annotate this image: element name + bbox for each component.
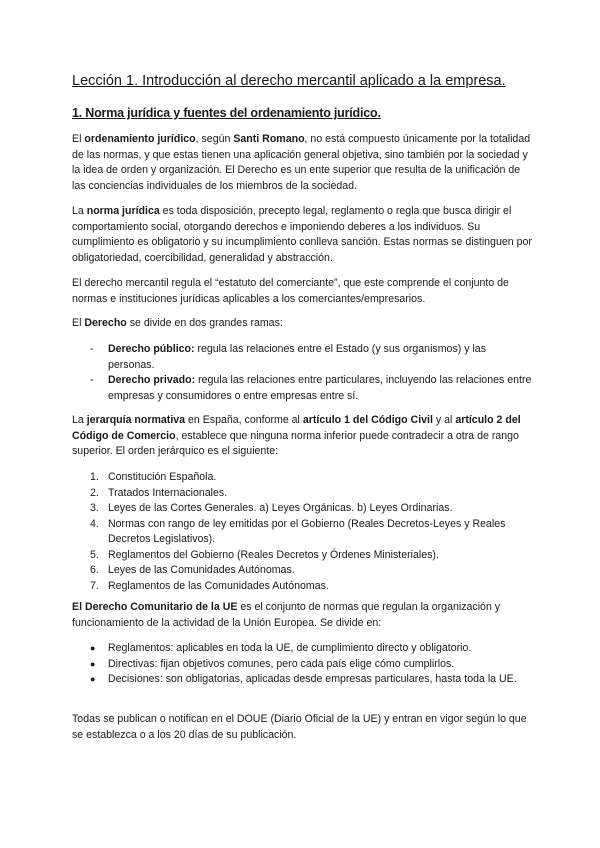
text: se divide en dos grandes ramas:: [126, 317, 283, 329]
number-marker: 5.: [90, 548, 99, 561]
paragraph-jerarquia: [72, 413, 532, 460]
paragraph-ramas: [72, 316, 532, 332]
text: regula las relaciones entre particulares, incluyendo las relaciones entre empresas y consumidores o entre empresas entre sí.: [108, 374, 532, 402]
text: El: [72, 317, 85, 329]
text: en España, conforme al: [185, 414, 303, 426]
bold-term: Derecho privado:: [108, 374, 196, 386]
ramas-list: [72, 342, 532, 404]
list-item: [72, 548, 532, 564]
bold-term: artículo 1 del Código Civil: [302, 414, 433, 426]
list-item: [72, 486, 532, 502]
number-marker: 6.: [90, 564, 99, 576]
bold-term: ordenamiento jurídico: [84, 133, 196, 145]
text: Tratados Internacionales.: [108, 486, 228, 499]
text: Reglamentos: aplicables en toda la UE, de cumplimiento directo y obligatorio.: [108, 642, 472, 654]
bold-term: Santi Romano: [233, 133, 305, 145]
text: , establece que ninguna norma inferior puede contradecir a otra de rango superior. El orden jerárquico es el siguiente:: [72, 429, 519, 457]
bold-term: El Derecho Comunitario de la UE: [72, 601, 238, 613]
jerarquia-list: [72, 470, 532, 594]
text: Leyes de las Cortes Generales. a) Leyes Orgánicas. b) Leyes Ordinarias.: [108, 502, 453, 514]
list-item: [72, 672, 532, 688]
text: Reglamentos de las Comunidades Autónomas.: [108, 579, 329, 592]
list-item: [72, 563, 532, 579]
ue-list: [72, 641, 532, 688]
text: Directivas: fijan objetivos comunes, pero cada país elige cómo cumplirlos.: [108, 657, 455, 670]
bullet-marker: ●: [90, 643, 96, 653]
text: Decisiones: son obligatorias, aplicadas desde empresas particulares, hasta toda la UE.: [108, 673, 517, 685]
number-marker: 7.: [90, 579, 99, 592]
list-item: [72, 641, 532, 657]
paragraph-derecho-comunitario: [72, 600, 532, 631]
text: La: [72, 205, 87, 217]
bold-term: jerarquía normativa: [86, 414, 186, 426]
bullet-marker: ●: [90, 674, 96, 684]
list-item: [72, 470, 532, 486]
text: Reglamentos del Gobierno (Reales Decretos y Órdenes Ministeriales).: [108, 548, 439, 561]
text: El: [72, 133, 85, 145]
paragraph-norma: [72, 204, 532, 266]
text: , según: [195, 133, 234, 145]
list-item: [72, 501, 532, 517]
bullet-marker: ●: [90, 658, 96, 669]
text: , no está compuesto únicamente por la totalidad de las normas, y que estas tienen una aplicación general objetiva, sino también por la sociedad y la idea de orden y organización. El Derecho es un ente superior que resulta de la unificación de las conciencias individuales de los miembros de la sociedad.: [72, 133, 531, 192]
list-item: [72, 373, 532, 404]
number-marker: 3.: [90, 502, 99, 514]
list-item: [72, 342, 532, 373]
text: es toda disposición, precepto legal, reglamento o regla que busca dirigir el comportamiento social, otorgando derechos e imponiendo deberes a los individuos. Su cumplimiento es obligatorio y su incumplimiento conlleva sanción. Estas normas se distinguen por obligatoriedad, coercibilidad, generalidad y abstracción.: [72, 205, 532, 264]
text: y al: [432, 414, 456, 426]
paragraph-mercantil: El derecho mercantil regula el “estatuto del comerciante”, que este comprende el conjunto de normas e instituciones jurídicas aplicables a los comerciantes/empresarios.: [72, 277, 509, 305]
text: Leyes de las Comunidades Autónomas.: [108, 564, 295, 576]
page-title: Lección 1. Introducción al derecho mercantil aplicado a la empresa.: [72, 73, 506, 89]
dash-marker: -: [90, 343, 94, 355]
bold-term: artículo 2 del Código de Comercio: [72, 414, 521, 442]
bold-term: norma jurídica: [86, 205, 160, 217]
text: La: [72, 414, 87, 426]
text: Normas con rango de ley emitidas por el Gobierno (Reales Decretos-Leyes y Reales Decretos Legislativos).: [108, 517, 506, 545]
dash-marker: -: [90, 374, 94, 386]
number-marker: 1.: [90, 471, 99, 483]
list-item: [72, 657, 532, 673]
bold-term: Derecho público:: [108, 343, 195, 355]
bold-term: Derecho: [84, 317, 127, 329]
list-item: [72, 517, 532, 548]
number-marker: 2.: [90, 486, 99, 499]
number-marker: 4.: [90, 517, 99, 530]
list-item: [72, 579, 532, 595]
text: regula las relaciones entre el Estado (y sus organismos) y las personas.: [108, 343, 486, 371]
text: Constitución Española.: [108, 471, 217, 483]
paragraph-doue: Todas se publican o notifican en el DOUE (Diario Oficial de la UE) y entran en vigor según lo que se establezca o a los 20 días de su publicación.: [72, 713, 527, 741]
text: es el conjunto de normas que regulan la organización y funcionamiento de la actividad de la Unión Europea. Se divide en:: [72, 601, 501, 629]
paragraph-ordenamiento: [72, 132, 532, 194]
section-heading: 1. Norma jurídica y fuentes del ordenamiento jurídico.: [72, 106, 381, 120]
